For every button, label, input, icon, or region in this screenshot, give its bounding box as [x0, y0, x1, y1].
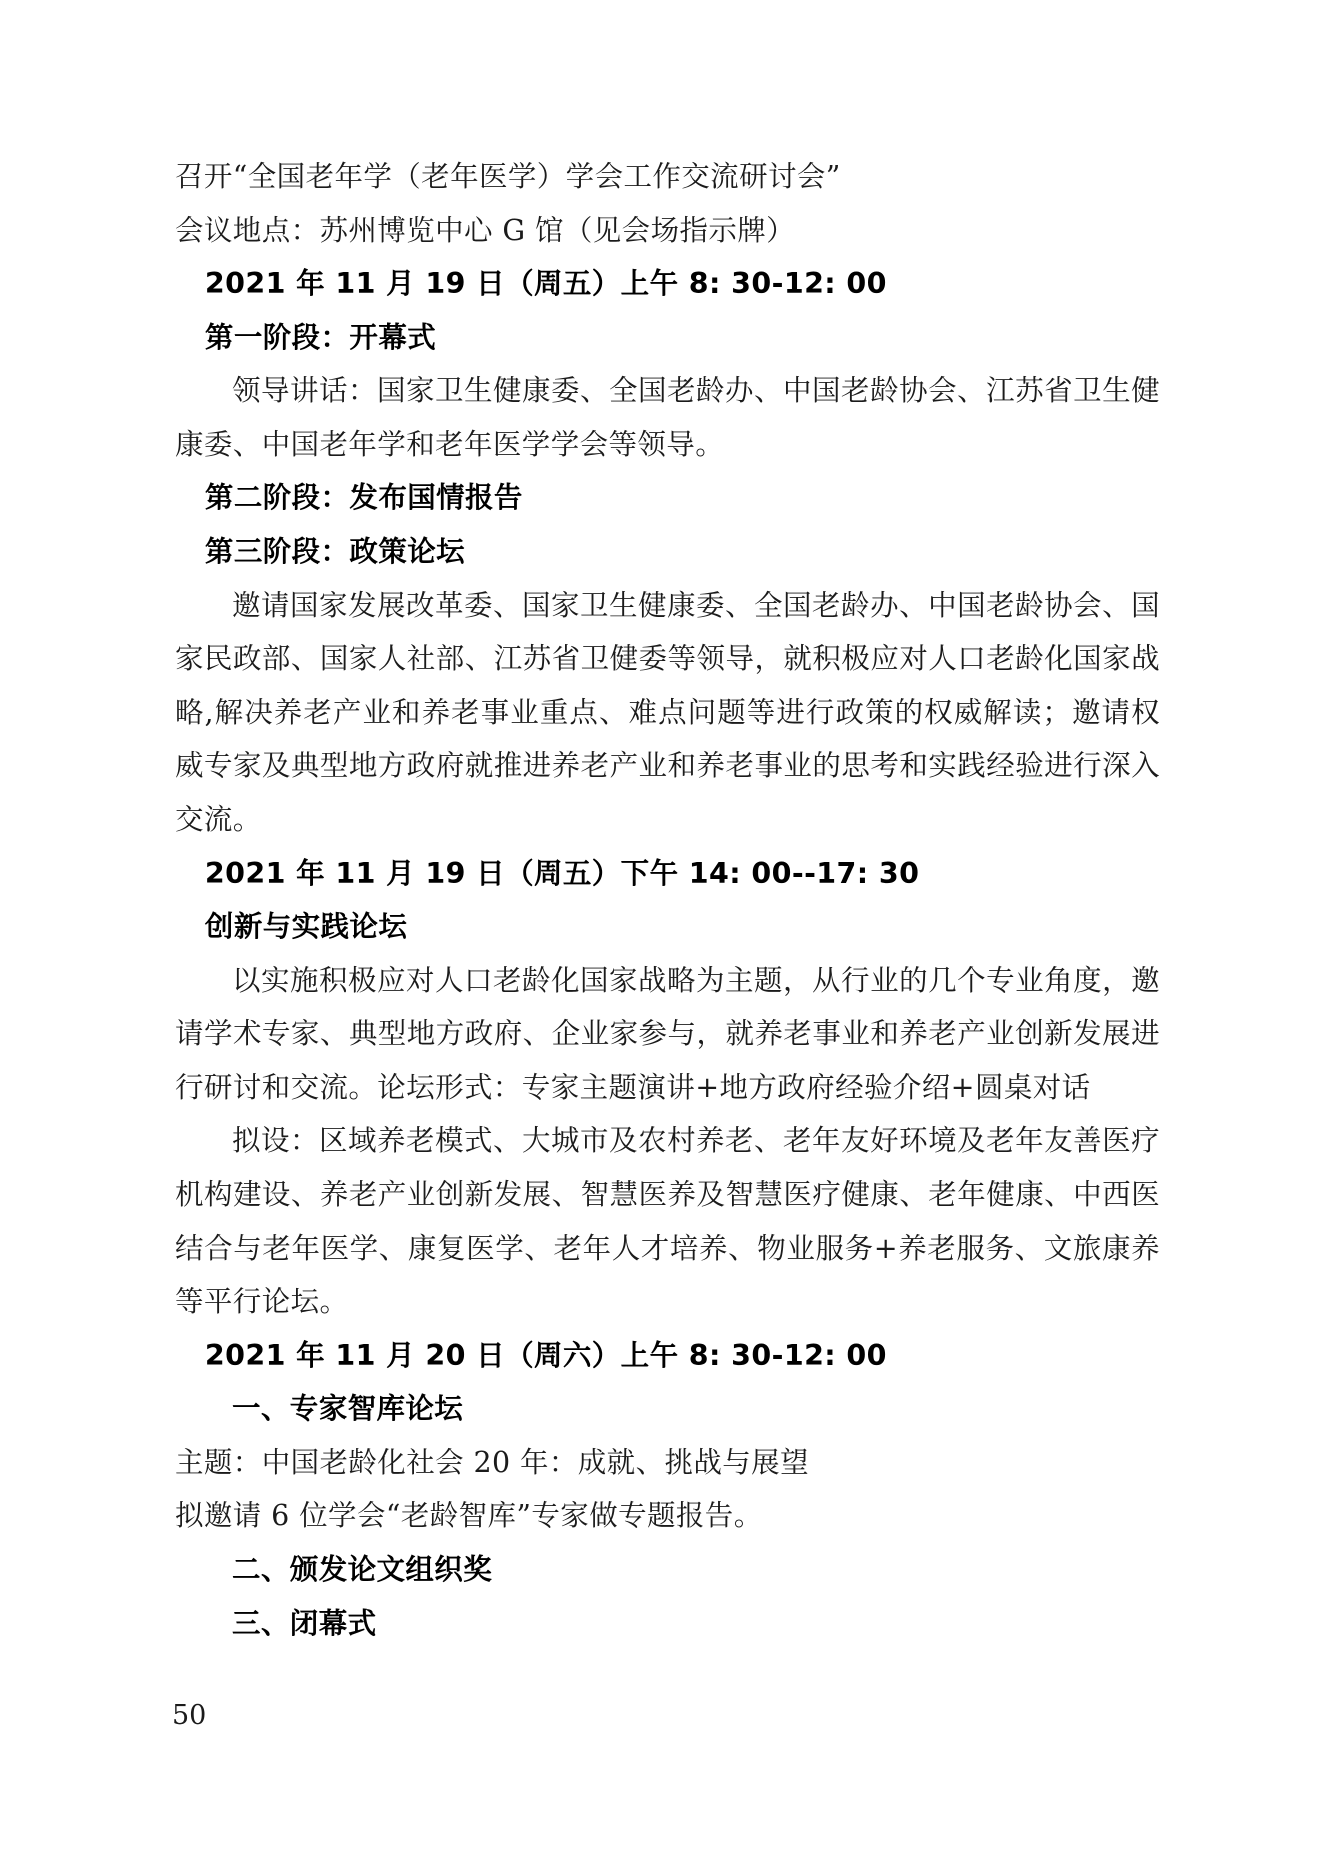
item1-heading: 一、专家智库论坛 — [232, 1392, 464, 1426]
day2-morning-time-heading: 2021 年 11 月 20 日（周六）上午 8: 30-12: 00 — [204, 1338, 887, 1372]
venue-line: 会议地点：苏州博览中心 G 馆（见会场指示牌） — [175, 213, 796, 247]
page-number: 50 — [172, 1700, 207, 1731]
stage1-body-paragraph: 领导讲话：国家卫生健康委、全国老龄办、中国老龄协会、江苏省卫生健康委、中国老年学和老年医学学会等领导。 — [175, 374, 1160, 461]
innovation-forum-body-paragraph: 以实施积极应对人口老龄化国家战略为主题，从行业的几个专业角度，邀请学术专家、典型地方政府、企业家参与，就养老事业和养老产业创新发展进行研讨和交流。论坛形式：专家主题演讲+地方政府经验介绍+圆桌对话 — [175, 963, 1160, 1104]
item1-theme-line: 主题：中国老龄化社会 20 年：成就、挑战与展望 — [175, 1445, 809, 1479]
item1-body-line: 拟邀请 6 位学会“老龄智库”专家做专题报告。 — [175, 1499, 763, 1533]
document-body — [175, 150, 1160, 1650]
stage1-heading: 第一阶段：开幕式 — [204, 320, 437, 354]
meeting-title-line: 召开“全国老年学（老年医学）学会工作交流研讨会” — [175, 160, 841, 193]
stage3-heading: 第三阶段：政策论坛 — [204, 535, 466, 569]
innovation-forum-heading: 创新与实践论坛 — [204, 910, 408, 944]
item3-heading: 三、闭幕式 — [232, 1606, 377, 1640]
proposed-topics-paragraph: 拟设：区域养老模式、大城市及农村养老、老年友好环境及老年友善医疗机构建设、养老产业创新发展、智慧医养及智慧医疗健康、老年健康、中西医结合与老年医学、康复医学、老年人才培养、物业服务+养老服务、文旅康养等平行论坛。 — [175, 1124, 1160, 1319]
day1-morning-time-heading: 2021 年 11 月 19 日（周五）上午 8: 30-12: 00 — [204, 267, 887, 301]
item2-heading: 二、颁发论文组织奖 — [232, 1553, 493, 1587]
stage2-heading: 第二阶段：发布国情报告 — [204, 481, 523, 515]
day1-afternoon-time-heading: 2021 年 11 月 19 日（周五）下午 14: 00--17: 30 — [204, 856, 920, 890]
stage3-body-paragraph: 邀请国家发展改革委、国家卫生健康委、全国老龄办、中国老龄协会、国家民政部、国家人社部、江苏省卫健委等领导，就积极应对人口老龄化国家战略,解决养老产业和养老事业重点、难点问题等进行政策的权威解读；邀请权威专家及典型地方政府就推进养老产业和养老事业的思考和实践经验进行深入交流。 — [175, 588, 1160, 836]
